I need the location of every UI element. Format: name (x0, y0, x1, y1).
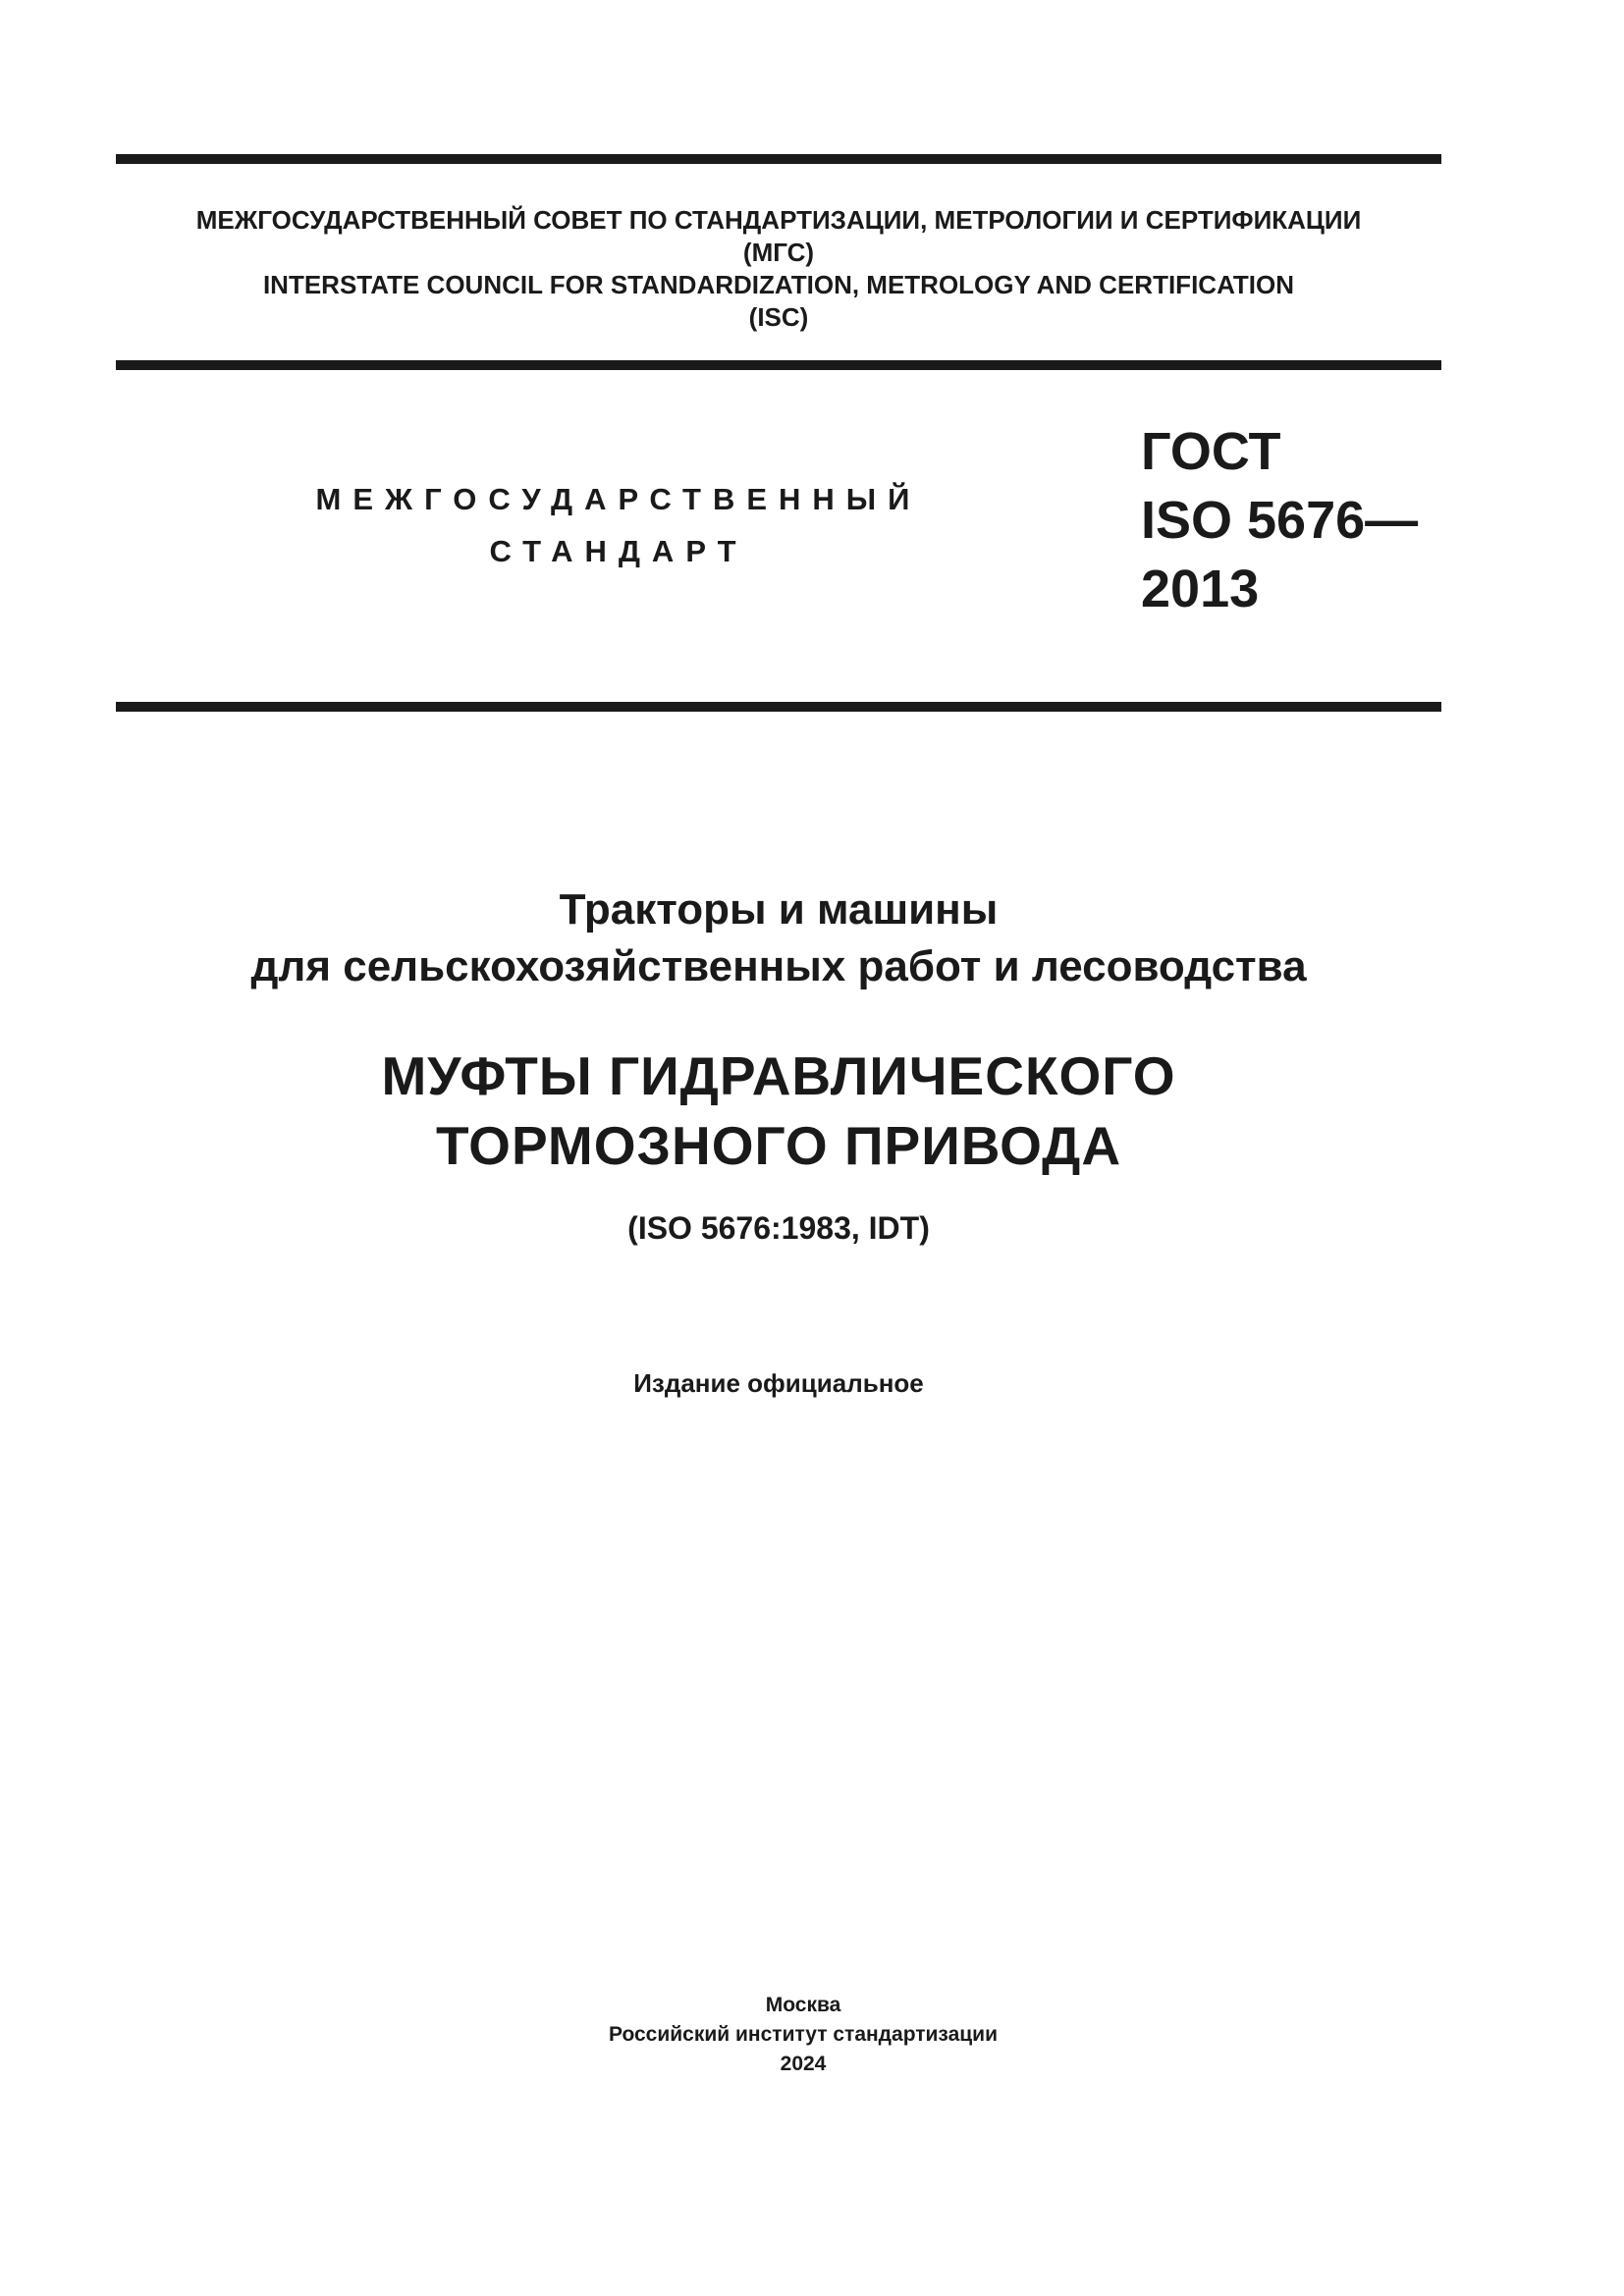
subtitle-line-1: Тракторы и машины (559, 885, 999, 934)
council-name-ru: МЕЖГОСУДАРСТВЕННЫЙ СОВЕТ ПО СТАНДАРТИЗАЦИИ, МЕТРОЛОГИИ И СЕРТИФИКАЦИИ (195, 205, 1362, 235)
document-title (116, 1041, 1441, 1181)
standard-kind-line-1: МЕЖГОСУДАРСТВЕННЫЙ (315, 482, 922, 516)
header-bottom-rule (116, 702, 1441, 712)
council-header (116, 204, 1441, 334)
edition-note: Издание официальное (633, 1368, 924, 1398)
standard-designation (1141, 417, 1418, 623)
subtitle-line-2: для сельскохозяйственных работ и лесоводства (250, 942, 1307, 990)
imprint-publisher: Российский институт стандартизации (608, 2023, 999, 2046)
document-subtitle (116, 881, 1441, 995)
designation-line-3: 2013 (1141, 560, 1260, 618)
imprint-year: 2024 (780, 2053, 827, 2075)
council-rule (116, 360, 1441, 370)
designation-line-2: ISO 5676— (1141, 491, 1419, 550)
council-abbr-en: (ISC) (748, 302, 809, 332)
iso-reference: (ISO 5676:1983, IDT) (627, 1210, 930, 1246)
top-rule (116, 154, 1441, 164)
standard-kind (285, 473, 952, 577)
council-abbr-ru: (МГС) (742, 238, 815, 267)
publisher-imprint (116, 1991, 1490, 2079)
title-line-1: МУФТЫ ГИДРАВЛИЧЕСКОГО (381, 1045, 1176, 1106)
designation-line-1: ГОСТ (1141, 422, 1281, 481)
standard-kind-line-2: СТАНДАРТ (489, 534, 748, 568)
imprint-city: Москва (765, 1994, 841, 2016)
title-line-2: ТОРМОЗНОГО ПРИВОДА (435, 1115, 1122, 1176)
council-name-en: INTERSTATE COUNCIL FOR STANDARDIZATION, METROLOGY AND CERTIFICATION (262, 270, 1295, 299)
